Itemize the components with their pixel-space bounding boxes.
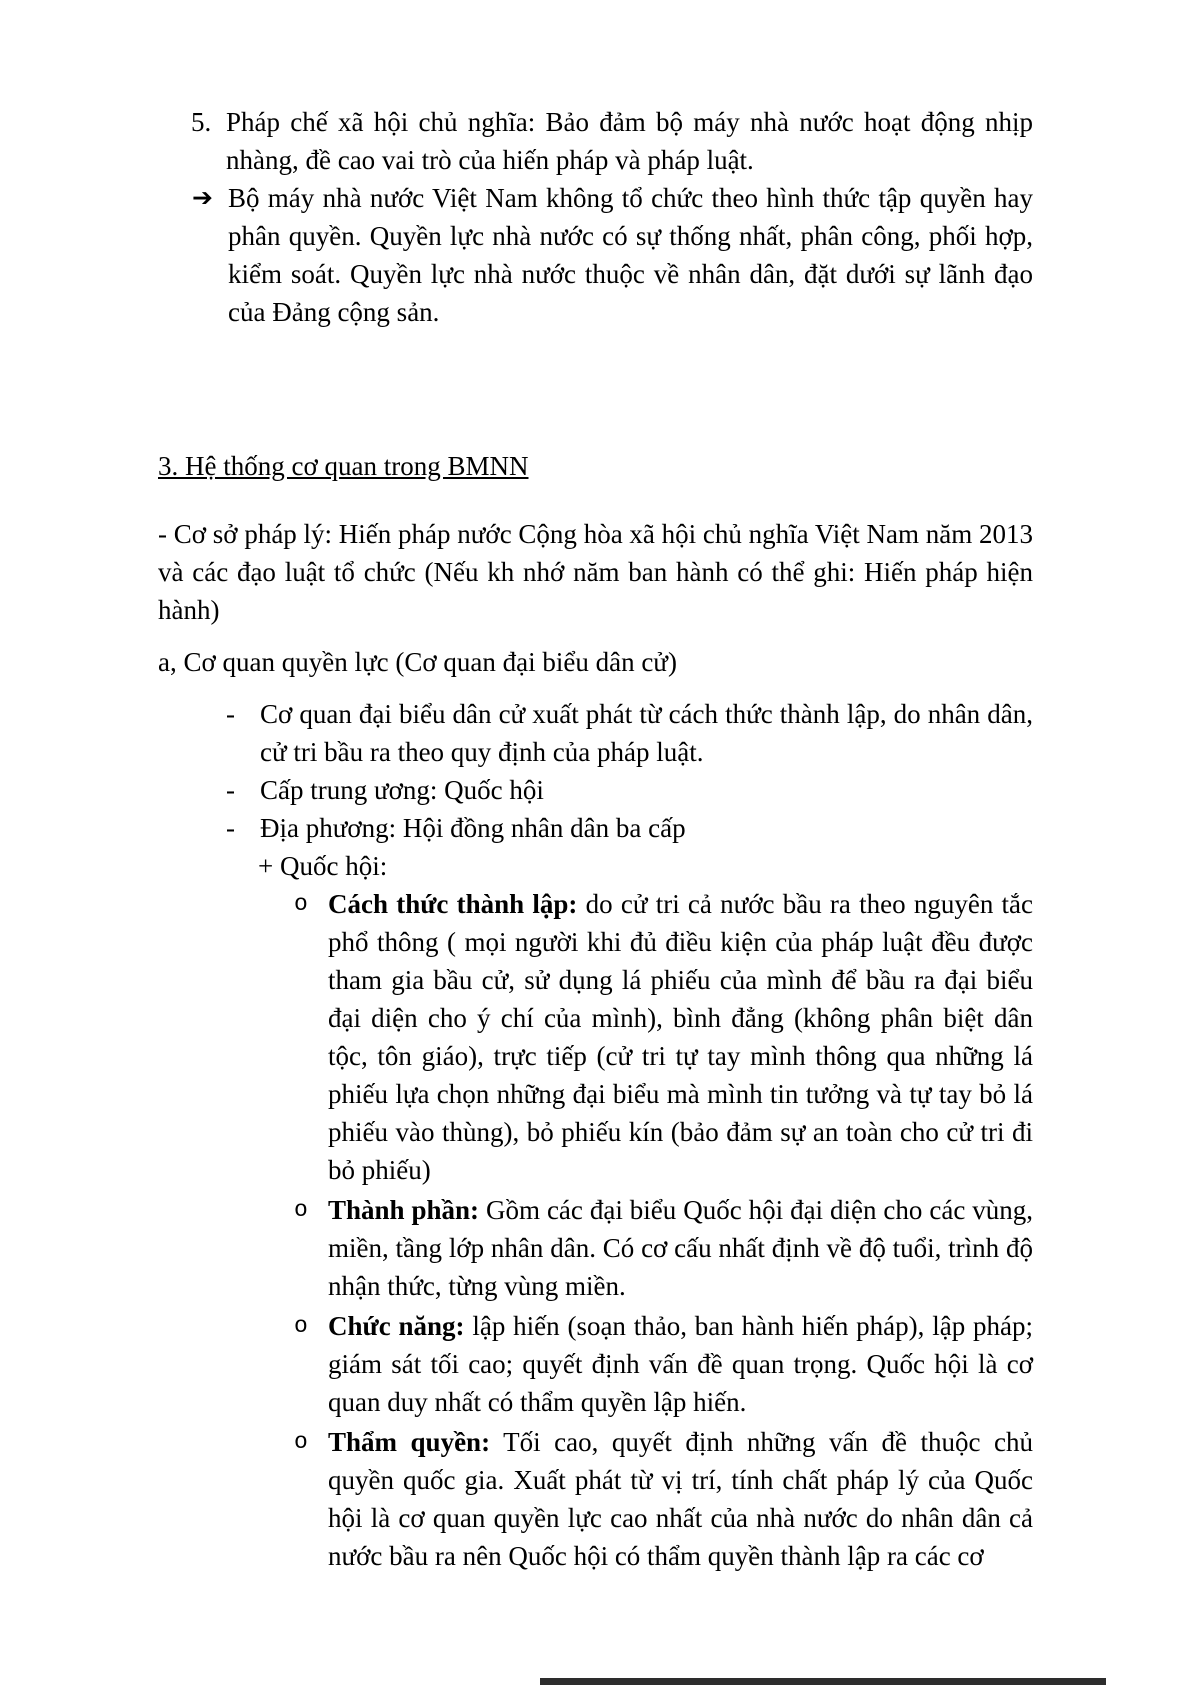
numbered-list-item-5: [158, 103, 1033, 179]
section-heading: 3. Hệ thống cơ quan trong BMNN: [158, 451, 529, 481]
arrow-note-text: Bộ máy nhà nước Việt Nam không tổ chức theo hình thức tập quyền hay phân quyền. Quyền lực nhà nước có sự thống nhất, phân công, phối hợp, kiểm soát. Quyền lực nhà nước thuộc về nhân dân, đặt dưới sự lãnh đạo của Đảng cộng sản.: [228, 183, 1033, 327]
o-bullet: o: [294, 891, 308, 917]
o-item-text: [328, 1423, 1033, 1575]
dash-item-text: Địa phương: Hội đồng nhân dân ba cấp: [260, 813, 686, 843]
o-bullet: o: [294, 1429, 308, 1455]
o-item-body: do cử tri cả nước bầu ra theo nguyên tắc phổ thông ( mọi người khi đủ điều kiện của pháp luật đều được tham gia bầu cử, sử dụng lá phiếu của mình để bầu ra đại biểu đại diện cho ý chí của mình), bình đẳng (không phân biệt dân tộc, tôn giáo), trực tiếp (cử tri tự tay mình thông qua những lá phiếu lựa chọn những đại biểu mà mình tin tưởng và tự tay bỏ lá phiếu vào thùng), bỏ phiếu kín (bảo đảm sự an toàn cho cử tri đi bỏ phiếu): [328, 889, 1034, 1185]
sub-heading: a, Cơ quan quyền lực (Cơ quan đại biểu dân cử): [158, 647, 677, 677]
o-item-body: Tối cao, quyết định những vấn đề thuộc chủ quyền quốc gia. Xuất phát từ vị trí, tính chất pháp lý của Quốc hội là cơ quan quyền lực cao nhất của nhà nước do nhân dân cả nước bầu ra nên Quốc hội có thẩm quyền thành lập ra các cơ: [328, 1427, 1033, 1571]
dash-item-text: Cơ quan đại biểu dân cử xuất phát từ cách thức thành lập, do nhân dân, cử tri bầu ra theo quy định của pháp luật.: [260, 699, 1033, 767]
dash-list-item: [158, 809, 1033, 847]
dash-bullet: -: [226, 699, 235, 729]
o-item-text: [328, 1191, 1033, 1305]
o-list-item: [158, 1423, 1033, 1575]
o-item-text: [328, 1307, 1033, 1421]
o-item-label: Cách thức thành lập:: [328, 889, 578, 919]
o-list-item: [158, 885, 1033, 1189]
plus-sub-item: + Quốc hội:: [258, 851, 388, 881]
o-item-text: [328, 885, 1033, 1189]
bottom-partial-bar: [540, 1678, 1106, 1685]
legal-basis-paragraph: - Cơ sở pháp lý: Hiến pháp nước Cộng hòa xã hội chủ nghĩa Việt Nam năm 2013 và các đạo luật tổ chức (Nếu kh nhớ năm ban hành có thể ghi: Hiến pháp hiện hành): [158, 519, 1033, 625]
dash-bullet: -: [226, 813, 235, 843]
o-item-label: Thẩm quyền:: [328, 1427, 491, 1457]
dash-list-item: [158, 695, 1033, 771]
o-item-label: Thành phần:: [328, 1195, 480, 1225]
o-item-body: Gồm các đại biểu Quốc hội đại diện cho các vùng, miền, tầng lớp nhân dân. Có cơ cấu nhất định về độ tuổi, trình độ nhận thức, từng vùng miền.: [328, 1195, 1034, 1301]
arrow-note: [158, 179, 1033, 331]
dash-list-item: [158, 771, 1033, 809]
list-item-number: 5.: [191, 107, 212, 137]
o-item-label: Chức năng:: [328, 1311, 465, 1341]
o-list-item: [158, 1191, 1033, 1305]
o-bullet: o: [294, 1313, 308, 1339]
o-bullet: o: [294, 1197, 308, 1223]
list-item-text: Pháp chế xã hội chủ nghĩa: Bảo đảm bộ máy nhà nước hoạt động nhịp nhàng, đề cao vai trò của hiến pháp và pháp luật.: [226, 107, 1033, 175]
dash-bullet: -: [226, 775, 235, 805]
arrow-bullet-icon: ➔: [192, 183, 213, 212]
dash-item-text: Cấp trung ương: Quốc hội: [260, 775, 544, 805]
o-item-body: lập hiến (soạn thảo, ban hành hiến pháp), lập pháp; giám sát tối cao; quyết định vấn đề quan trọng. Quốc hội là cơ quan duy nhất có thẩm quyền lập hiến.: [328, 1311, 1033, 1417]
o-list-item: [158, 1307, 1033, 1421]
